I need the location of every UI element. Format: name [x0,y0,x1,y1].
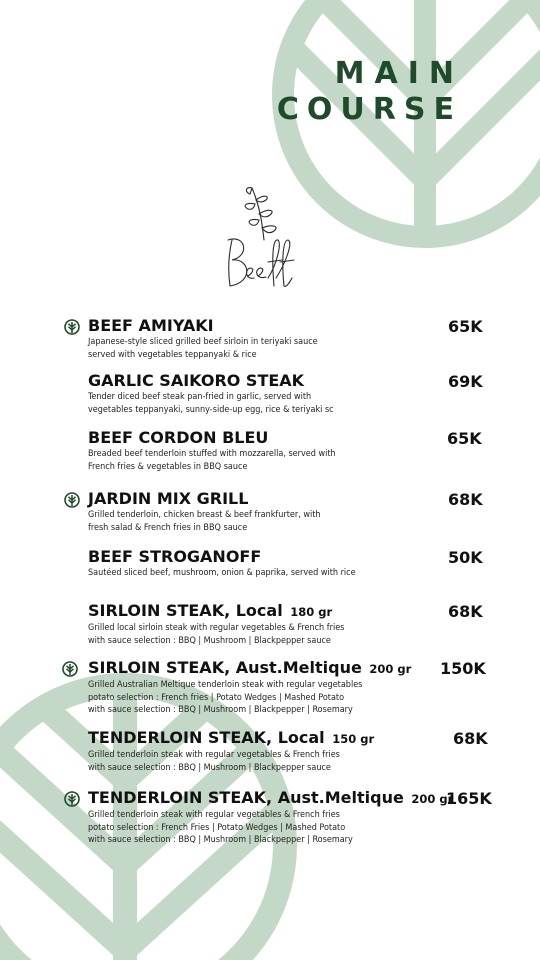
item-weight: 150 gr [332,732,375,746]
item-name-text: JARDIN MIX GRILL [88,489,249,508]
title-line-2: COURSE [276,92,462,127]
item-name-text: BEEF AMIYAKI [88,316,214,335]
item-weight: 200 gr [369,662,412,676]
item-description-line: fresh salad & French fries in BBQ sauce [88,522,248,533]
item-description-line: Grilled tenderloin steak with regular vegetables & French fries [88,750,340,760]
beef-section-logo [224,182,304,292]
item-name [88,547,356,567]
item-price: 65K [448,317,483,336]
item-name [88,428,336,448]
item-price: 69K [448,372,483,391]
item-name-text: TENDERLOIN STEAK, Local [88,728,325,747]
section-title: Beef [224,182,227,183]
menu-item [88,788,453,847]
menu-item [88,489,321,534]
item-description-line: Breaded beef tenderloin stuffed with mozzarella, served with [88,449,336,459]
item-description-line: Grilled Australian Meltique tenderloin steak with regular vegetables [88,680,363,690]
item-description-line: Grilled local sirloin steak with regular vegetables & French fries [88,623,345,633]
item-description-line: Sautéed sliced beef, mushroom, onion & paprika, served with rice [88,568,356,578]
item-description-line: potato selection : French Fries | Potato Wedges | Mashed Potato [88,822,346,833]
menu-item [88,728,374,774]
item-description-line: with sauce selection : BBQ | Mushroom | Blackpepper sauce [88,762,331,773]
menu-item [88,601,344,647]
item-name-text: SIRLOIN STEAK, Aust.Meltique [88,658,362,677]
item-name-text: GARLIC SAIKORO STEAK [88,371,305,390]
item-name [88,788,453,809]
title-line-1: MAIN [334,56,464,91]
item-description-line: with sauce selection : BBQ | Mushroom | Blackpepper sauce [88,635,331,646]
menu-item [88,547,356,580]
menu-item [88,658,411,717]
item-description-line: Grilled tenderloin steak with regular vegetables & French fries [88,810,340,820]
item-weight: 180 gr [290,605,333,619]
signature-leaf-icon [64,492,80,508]
item-name-text: BEEF CORDON BLEU [88,428,269,447]
item-description-line: served with vegetables teppanyaki & rice [88,349,257,360]
item-description-line: Japanese-style sliced grilled beef sirloin in teriyaki sauce [88,337,318,347]
item-name [88,601,344,622]
item-name-text: BEEF STROGANOFF [88,547,262,566]
item-description-line: Tender diced beef steak pan-fried in garlic, served with [88,392,312,402]
item-description-line: potato selection : French fries | Potato Wedges | Mashed Potato [88,692,345,703]
item-description-line: French fries & vegetables in BBQ sauce [88,461,248,472]
signature-leaf-icon [62,661,78,677]
item-description-line: with sauce selection : BBQ | Mushroom | Blackpepper | Rosemary [88,835,353,845]
item-price: 50K [448,548,483,567]
item-description-line: vegetables teppanyaki, sunny-side-up egg, rice & teriyaki sc [88,404,334,415]
menu-item [88,316,318,361]
item-name-text: TENDERLOIN STEAK, Aust.Meltique [88,788,404,807]
signature-leaf-icon [64,791,80,807]
item-weight: 200 gr [411,792,454,806]
item-name [88,728,374,749]
item-price: 150K [440,659,486,678]
item-name-text: SIRLOIN STEAK, Local [88,601,283,620]
item-name [88,658,411,679]
item-price: 68K [448,602,483,621]
menu-item [88,428,336,473]
item-name [88,371,334,391]
menu-item [88,371,334,416]
item-price: 165K [446,789,492,808]
item-price: 68K [448,490,483,509]
item-description-line: with sauce selection : BBQ | Mushroom | Blackpepper | Rosemary [88,705,353,715]
item-price: 65K [447,429,482,448]
signature-leaf-icon [64,319,80,335]
item-price: 68K [453,729,488,748]
item-name [88,489,321,509]
page-title [276,56,464,128]
item-name [88,316,318,336]
item-description-line: Grilled tenderloin, chicken breast & beef frankfurter, with [88,510,321,520]
